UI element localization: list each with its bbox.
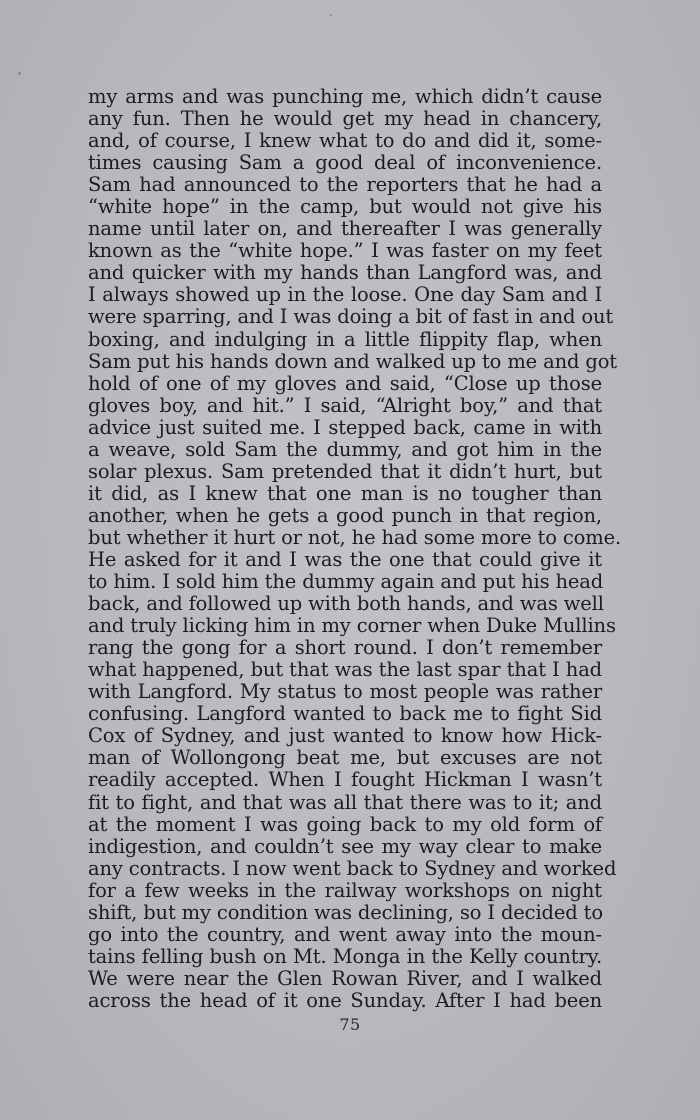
text-line: fit to fight, and that was all that there was to it; and <box>88 790 602 814</box>
text-line: any contracts. I now went back to Sydney and worked <box>88 856 617 880</box>
text-line: times causing Sam a good deal of inconvenience. <box>88 151 602 175</box>
text-line: a weave, sold Sam the dummy, and got him in the <box>88 437 602 461</box>
text-line: We were near the Glen Rowan River, and I walked <box>88 966 602 990</box>
text-line: Sam had announced to the reporters that he had a <box>88 173 602 197</box>
text-line: for a few weeks in the railway workshops on night <box>88 878 602 902</box>
text-line: indigestion, and couldn’t see my way clear to make <box>88 834 602 858</box>
text-line: were sparring, and I was doing a bit of fast in and out <box>88 305 614 329</box>
text-line: it did, as I knew that one man is no tougher than <box>88 481 602 505</box>
page-number: 75 <box>339 1015 361 1034</box>
text-line: advice just suited me. I stepped back, came in with <box>88 415 602 439</box>
text-line: Sam put his hands down and walked up to me and got <box>88 349 617 373</box>
text-line: what happened, but that was the last spar that I had <box>88 658 602 682</box>
text-line: readily accepted. When I fought Hickman I wasn’t <box>88 768 602 792</box>
text-line: go into the country, and went away into the moun- <box>88 922 602 946</box>
text-line: He asked for it and I was the one that could give it <box>88 547 602 571</box>
text-line: tains felling bush on Mt. Monga in the Kelly country. <box>88 944 602 968</box>
text-line: my arms and was punching me, which didn’t cause <box>88 85 602 108</box>
text-line: name until later on, and thereafter I was generally <box>88 217 602 241</box>
text-line: with Langford. My status to most people was rather <box>88 680 602 704</box>
text-line: to him. I sold him the dummy again and put his head <box>88 570 604 594</box>
text-line: and, of course, I knew what to do and did it, some- <box>88 129 602 153</box>
text-line: solar plexus. Sam pretended that it didn’t hurt, but <box>88 459 602 483</box>
text-line: man of Wollongong beat me, but excuses are not <box>88 746 602 770</box>
text-line: and quicker with my hands than Langford was, and <box>88 261 602 285</box>
text-line: and truly licking him in my corner when Duke Mullins <box>88 614 616 638</box>
body-text <box>88 85 622 1012</box>
text-line: hold of one of my gloves and said, “Close up those <box>88 371 602 395</box>
text-line: another, when he gets a good punch in that region, <box>88 503 602 527</box>
text-line: “white hope” in the camp, but would not give his <box>88 195 602 219</box>
text-line: known as the “white hope.” I was faster on my feet <box>88 239 602 263</box>
text-line: Cox of Sydney, and just wanted to know how Hick- <box>88 724 602 748</box>
text-line: boxing, and indulging in a little flippity flap, when <box>88 327 602 351</box>
text-line: but whether it hurt or not, he had some more to come. <box>88 525 622 549</box>
text-line: back, and followed up with both hands, and was well <box>88 592 604 616</box>
text-line: I always showed up in the loose. One day Sam and I <box>88 283 602 307</box>
text-line: any fun. Then he would get my head in chancery, <box>88 107 602 131</box>
paper-speck <box>330 14 332 16</box>
text-line: shift, but my condition was declining, so I decided to <box>88 900 603 924</box>
text-line: gloves boy, and hit.” I said, “Alright boy,” and that <box>88 393 602 417</box>
text-line: confusing. Langford wanted to back me to fight Sid <box>88 702 602 726</box>
paper-speck <box>18 72 21 75</box>
text-line: at the moment I was going back to my old form of <box>88 812 602 836</box>
text-line: rang the gong for a short round. I don’t remember <box>88 636 602 660</box>
text-line: across the head of it one Sunday. After I had been <box>88 988 602 1012</box>
